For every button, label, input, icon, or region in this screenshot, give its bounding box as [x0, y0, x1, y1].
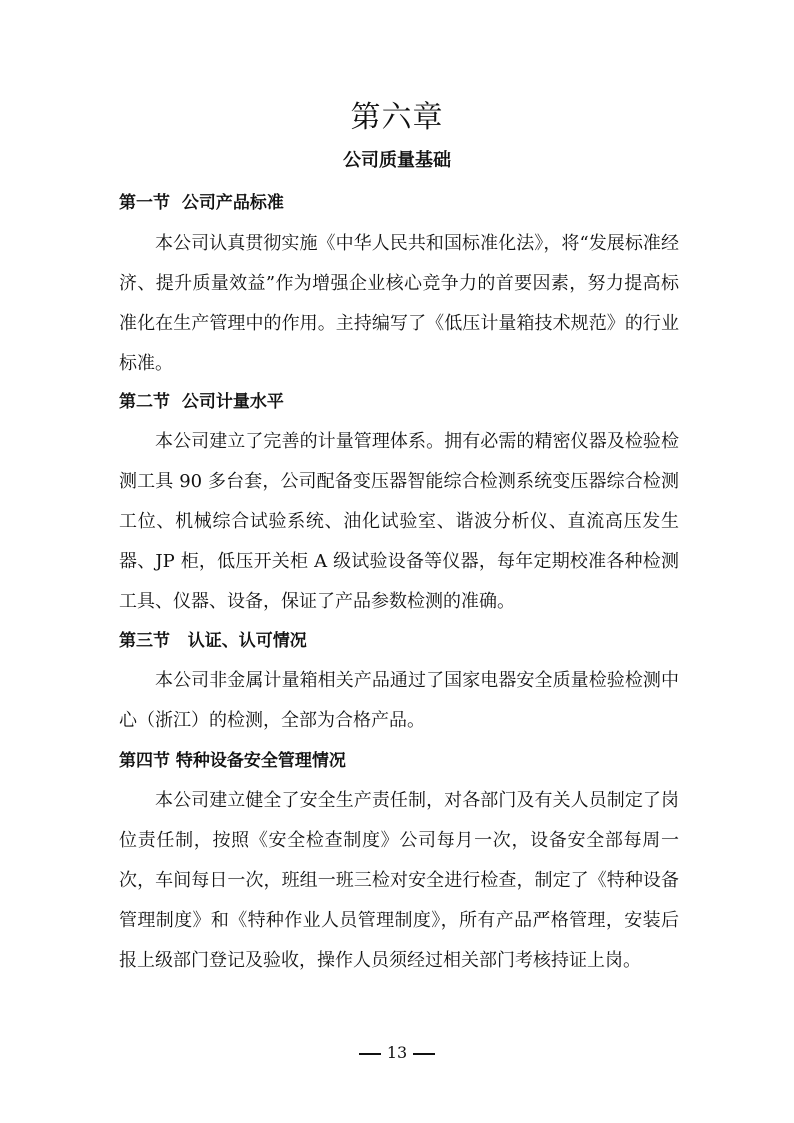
section-heading-4	[119, 746, 346, 776]
chapter-subtitle: 公司质量基础	[343, 150, 451, 171]
section-number: 第二节	[119, 392, 170, 412]
section-title: 认证、认可情况	[187, 631, 307, 651]
footer-dash-right	[413, 1053, 435, 1055]
section-paragraph-2: 本公司建立了完善的计量管理体系。拥有必需的精密仪器及检验检测工具 90 多台套，公司配备变压器智能综合检测系统变压器综合检测工位、机械综合试验系统、油化试验室、谐波分析仪、直流高压发生器、JP 柜，低压开关柜 A 级试验设备等仪器，每年定期校准各种检测工具、仪器、设备，保证了产品参数检测的准确。	[119, 431, 679, 612]
section-paragraph-4: 本公司建立健全了安全生产责任制，对各部门及有关人员制定了岗位责任制，按照《安全检查制度》公司每月一次，设备安全部每周一次，车间每日一次，班组一班三检对安全进行检查，制定了《特种设备管理制度》和《特种作业人员管理制度》，所有产品严格管理，安装后报上级部门登记及验收，操作人员须经过相关部门考核持证上岗。	[119, 790, 679, 971]
section-paragraph-3: 本公司非金属计量箱相关产品通过了国家电器安全质量检验检测中心（浙江）的检测，全部为合格产品。	[119, 670, 679, 731]
footer-dash-left	[359, 1053, 381, 1055]
section-title: 公司产品标准	[181, 193, 284, 213]
section-number: 第四节	[119, 751, 170, 771]
section-heading-3	[119, 626, 307, 656]
section-number: 第一节	[119, 193, 170, 213]
section-heading-2	[119, 387, 284, 417]
page-number: 13	[386, 1043, 408, 1062]
section-title: 公司计量水平	[181, 392, 284, 412]
section-paragraph-1: 本公司认真贯彻实施《中华人民共和国标准化法》，将“发展标准经济、提升质量效益”作为增强企业核心竞争力的首要因素，努力提高标准化在生产管理中的作用。主持编写了《低压计量箱技术规范》的行业标准。	[119, 233, 679, 374]
section-number: 第三节	[119, 631, 170, 651]
section-title: 特种设备安全管理情况	[175, 751, 346, 771]
section-heading-1	[119, 188, 284, 218]
chapter-title: 第六章	[350, 100, 444, 135]
page-footer	[0, 1040, 794, 1066]
